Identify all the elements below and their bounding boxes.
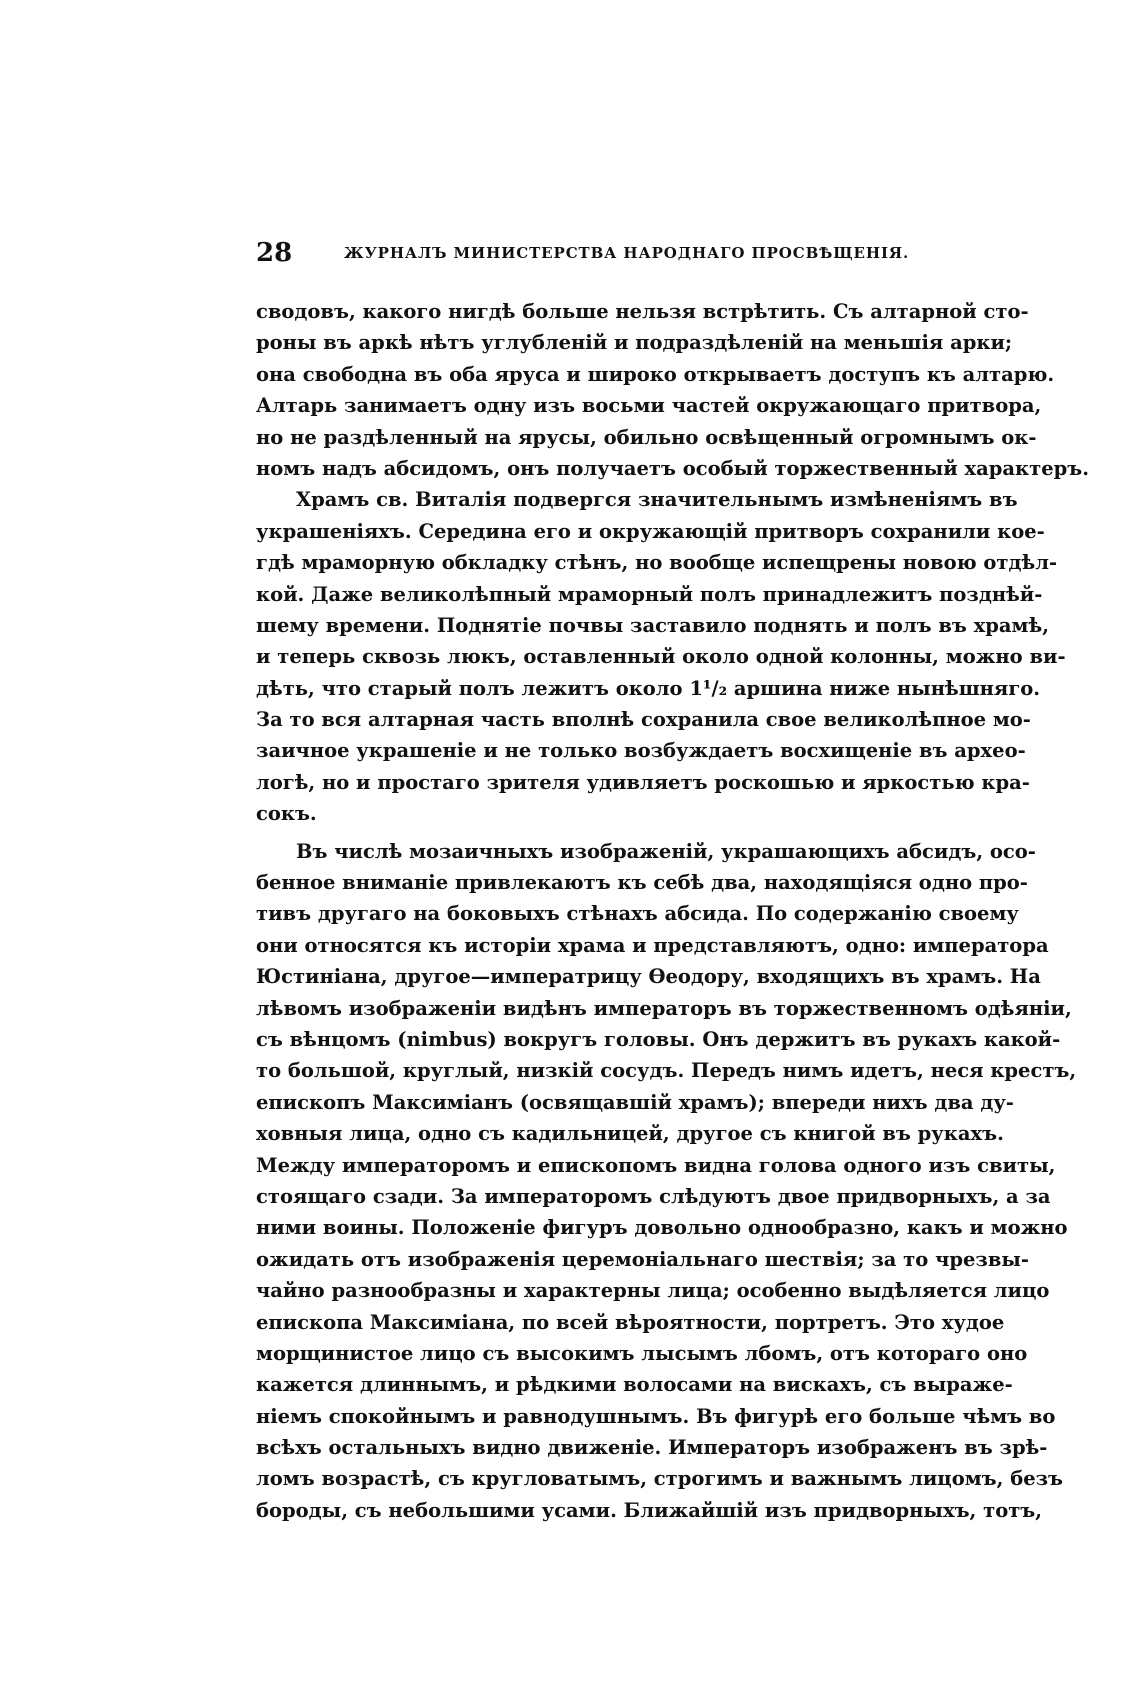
- text-line: лѣвомъ изображеніи видѣнъ императоръ въ торжественномъ одѣяніи,: [256, 996, 1072, 1020]
- running-title: ЖУРНАЛЪ МИНИСТЕРСТВА НАРОДНАГО ПРОСВѢЩЕНІЯ.: [344, 244, 910, 262]
- text-line: Юстиніана, другое—императрицу Өеодору, входящихъ въ храмъ. На: [256, 965, 1041, 989]
- text-line: За то вся алтарная часть вполнѣ сохранила свое великолѣпное мо-: [256, 708, 1031, 732]
- page-number: 28: [256, 238, 293, 268]
- text-line: логѣ, но и простаго зрителя удивляетъ роскошью и яркостью кра-: [256, 770, 1030, 794]
- text-line: номъ надъ абсидомъ, онъ получаетъ особый торжественный характеръ.: [256, 456, 1090, 480]
- text-line: съ вѣнцомъ (nimbus) вокругъ головы. Онъ держитъ въ рукахъ какой-: [256, 1027, 1061, 1051]
- text-line: дѣть, что старый полъ лежитъ около 1¹/₂ аршина ниже нынѣшняго.: [256, 676, 1041, 700]
- text-line: кой. Даже великолѣпный мраморный полъ принадлежитъ позднѣй-: [256, 582, 1043, 606]
- text-line: они относятся къ исторіи храма и представляютъ, одно: императора: [256, 933, 1049, 957]
- text-line: она свободна въ оба яруса и широко открываетъ доступъ къ алтарю.: [256, 362, 1055, 386]
- text-line: морщинистое лицо съ высокимъ лысымъ лбомъ, отъ котораго оно: [256, 1341, 1028, 1365]
- text-line: и теперь сквозь люкъ, оставленный около одной колонны, можно ви-: [256, 645, 1066, 669]
- text-line: ожидать отъ изображенія церемоніальнаго шествія; за то чрезвы-: [256, 1247, 1030, 1271]
- text-line: стоящаго сзади. За императоромъ слѣдуютъ двое придворныхъ, а за: [256, 1184, 1051, 1208]
- text-line: бороды, съ небольшими усами. Ближайшій изъ придворныхъ, тотъ,: [256, 1498, 1043, 1522]
- page-header: [256, 238, 921, 278]
- text-line: всѣхъ остальныхъ видно движеніе. Императоръ изображенъ въ зрѣ-: [256, 1436, 1048, 1460]
- text-line: ними воины. Положеніе фигуръ довольно однообразно, какъ и можно: [256, 1216, 1068, 1240]
- paragraph: [256, 296, 1090, 484]
- text-line: епископъ Максиміанъ (освящавшій храмъ); впереди нихъ два ду-: [256, 1090, 1014, 1114]
- text-line: Въ числѣ мозаичныхъ изображеній, украшающихъ абсидъ, осо-: [296, 839, 1036, 863]
- text-line: роны въ аркѣ нѣтъ углубленій и подраздѣленій на меньшія арки;: [256, 331, 1013, 355]
- text-line: но не раздѣленный на ярусы, обильно освѣщенный огромнымъ ок-: [256, 425, 1037, 449]
- body-text: [256, 296, 1090, 1526]
- text-line: ховныя лица, одно съ кадильницей, другое съ книгой въ рукахъ.: [256, 1122, 1004, 1146]
- text-line: украшеніяхъ. Середина его и окружающій притворъ сохранили кое-: [256, 519, 1045, 543]
- paragraph: [256, 484, 1066, 829]
- text-line: ніемъ спокойнымъ и равнодушнымъ. Въ фигурѣ его больше чѣмъ во: [256, 1404, 1056, 1428]
- text-line: Между императоромъ и епископомъ видна голова одного изъ свиты,: [256, 1153, 1056, 1177]
- text-line: ломъ возрастѣ, съ кругловатымъ, строгимъ и важнымъ лицомъ, безъ: [256, 1467, 1064, 1491]
- text-line: кажется длиннымъ, и рѣдкими волосами на вискахъ, съ выраже-: [256, 1373, 1013, 1397]
- text-line: то большой, круглый, низкій сосудъ. Передъ нимъ идетъ, неся крестъ,: [256, 1059, 1077, 1083]
- text-line: сводовъ, какого нигдѣ больше нельзя встрѣтить. Съ алтарной сто-: [256, 300, 1029, 323]
- text-line: шему времени. Поднятіе почвы заставило поднять и полъ въ храмѣ,: [256, 613, 1049, 637]
- text-line: тивъ другаго на боковыхъ стѣнахъ абсида. По содержанію своему: [256, 902, 1019, 926]
- text-line: гдѣ мраморную обкладку стѣнъ, но вообще испещрены новою отдѣл-: [256, 551, 1058, 575]
- text-line: Алтарь занимаетъ одну изъ восьми частей окружающаго притвора,: [256, 394, 1042, 418]
- text-line: чайно разнообразны и характерны лица; особенно выдѣляется лицо: [256, 1279, 1050, 1303]
- text-line: епископа Максиміана, по всей вѣроятности, портретъ. Это худое: [256, 1310, 1005, 1334]
- text-line: бенное вниманіе привлекаютъ къ себѣ два, находящіяся одно про-: [256, 871, 1028, 895]
- text-line: сокъ.: [256, 802, 317, 826]
- text-line: Храмъ св. Виталія подвергся значительнымъ измѣненіямъ въ: [296, 488, 1018, 512]
- text-line: заичное украшеніе и не только возбуждаетъ восхищеніе въ архео-: [256, 739, 1026, 763]
- paragraph: [256, 836, 1077, 1527]
